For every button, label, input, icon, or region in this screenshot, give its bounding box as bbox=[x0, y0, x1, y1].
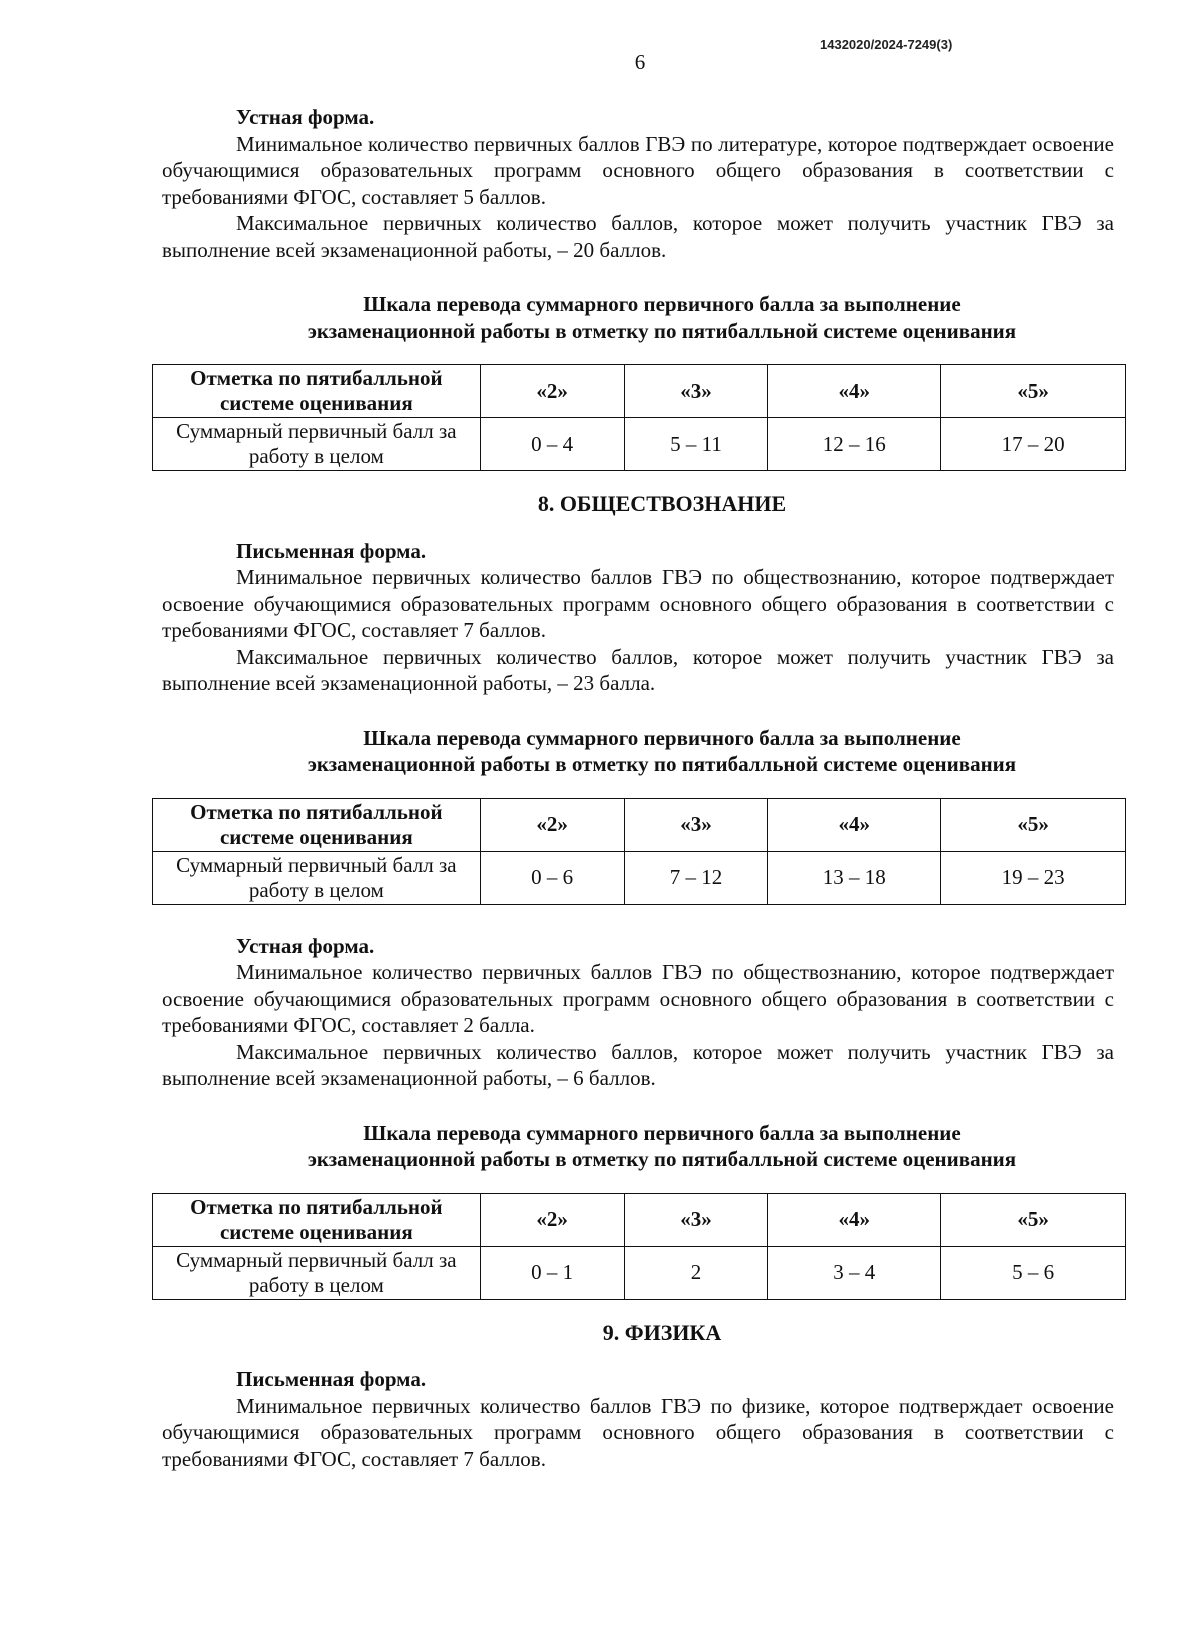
grade-scale-table bbox=[152, 798, 1126, 905]
form-title-written: Письменная форма. bbox=[236, 1367, 427, 1391]
grade-cell: «4» bbox=[768, 1193, 941, 1246]
grade-cell: «5» bbox=[941, 798, 1126, 851]
score-cell: 2 bbox=[624, 1246, 768, 1299]
document-id: 1432020/2024-7249(3) bbox=[820, 37, 953, 52]
grade-cell: «3» bbox=[624, 798, 768, 851]
score-cell: 5 – 6 bbox=[941, 1246, 1126, 1299]
max-score-paragraph: Максимальное первичных количество баллов, которое может получить участник ГВЭ за выполнение всей экзаменационной работы, – 20 баллов. bbox=[162, 211, 1114, 262]
score-row bbox=[153, 1246, 1126, 1299]
grade-cell: «4» bbox=[768, 365, 941, 418]
score-label-cell: Суммарный первичный балл за работу в целом bbox=[153, 418, 481, 471]
score-cell: 7 – 12 bbox=[624, 851, 768, 904]
scale-caption: Шкала перевода суммарного первичного балла за выполнение экзаменационной работы в отметку по пятибалльной системе оценивания bbox=[307, 725, 1017, 776]
score-cell: 0 – 1 bbox=[480, 1246, 624, 1299]
max-score-paragraph: Максимальное первичных количество баллов, которое может получить участник ГВЭ за выполнение всей экзаменационной работы, – 6 баллов. bbox=[162, 1039, 1114, 1090]
score-cell: 0 – 6 bbox=[480, 851, 624, 904]
grade-label-cell: Отметка по пятибалльной системе оценивания bbox=[153, 1193, 481, 1246]
scale-caption: Шкала перевода суммарного первичного балла за выполнение экзаменационной работы в отметку по пятибалльной системе оценивания bbox=[307, 292, 1017, 343]
grade-cell: «3» bbox=[624, 1193, 768, 1246]
grade-cell: «3» bbox=[624, 365, 768, 418]
min-score-paragraph: Минимальное первичных количество баллов ГВЭ по обществознанию, которое подтверждает освоение обучающимися образовательных программ основного общего образования в соответствии с требованиями ФГОС, составляет 7 баллов. bbox=[162, 565, 1114, 642]
grade-row bbox=[153, 798, 1126, 851]
grade-cell: «2» bbox=[480, 1193, 624, 1246]
grade-cell: «4» bbox=[768, 798, 941, 851]
score-row bbox=[153, 851, 1126, 904]
form-title-written: Письменная форма. bbox=[236, 538, 427, 563]
min-score-paragraph: Минимальное количество первичных баллов ГВЭ по литературе, которое подтверждает освоение обучающимися образовательных программ основного общего образования в соответствии с требованиями ФГОС, составляет 5 баллов. bbox=[162, 131, 1114, 209]
score-cell: 13 – 18 bbox=[768, 851, 941, 904]
grade-cell: «2» bbox=[480, 798, 624, 851]
grade-scale-table bbox=[152, 364, 1126, 471]
score-row bbox=[153, 418, 1126, 471]
score-cell: 3 – 4 bbox=[768, 1246, 941, 1299]
page-number: 6 bbox=[634, 50, 646, 74]
section-title-social-studies: 8. ОБЩЕСТВОЗНАНИЕ bbox=[537, 491, 787, 516]
section-title-physics: 9. ФИЗИКА bbox=[602, 1319, 722, 1345]
grade-label-cell: Отметка по пятибалльной системе оценивания bbox=[153, 798, 481, 851]
score-label-cell: Суммарный первичный балл за работу в целом bbox=[153, 851, 481, 904]
grade-scale-table bbox=[152, 1193, 1126, 1300]
document-body bbox=[162, 104, 1114, 1472]
max-score-paragraph: Максимальное первичных количество баллов, которое может получить участник ГВЭ за выполнение всей экзаменационной работы, – 23 балла. bbox=[162, 644, 1114, 695]
score-cell: 5 – 11 bbox=[624, 418, 768, 471]
grade-cell: «5» bbox=[941, 1193, 1126, 1246]
min-score-paragraph: Минимальное первичных количество баллов ГВЭ по физике, которое подтверждает освоение обучающимися образовательных программ основного общего образования в соответствии с требованиями ФГОС, составляет 7 баллов. bbox=[162, 1393, 1114, 1471]
score-cell: 19 – 23 bbox=[941, 851, 1126, 904]
scale-caption: Шкала перевода суммарного первичного балла за выполнение экзаменационной работы в отметку по пятибалльной системе оценивания bbox=[307, 1120, 1017, 1171]
grade-cell: «2» bbox=[480, 365, 624, 418]
score-cell: 12 – 16 bbox=[768, 418, 941, 471]
grade-cell: «5» bbox=[941, 365, 1126, 418]
form-title-oral: Устная форма. bbox=[236, 933, 375, 958]
form-title-oral: Устная форма. bbox=[236, 105, 375, 129]
score-cell: 17 – 20 bbox=[941, 418, 1126, 471]
grade-row bbox=[153, 365, 1126, 418]
score-cell: 0 – 4 bbox=[480, 418, 624, 471]
grade-label-cell: Отметка по пятибалльной системе оценивания bbox=[153, 365, 481, 418]
grade-row bbox=[153, 1193, 1126, 1246]
min-score-paragraph: Минимальное количество первичных баллов ГВЭ по обществознанию, которое подтверждает освоение обучающимися образовательных программ основного общего образования в соответствии с требованиями ФГОС, составляет 2 балла. bbox=[162, 960, 1114, 1037]
score-label-cell: Суммарный первичный балл за работу в целом bbox=[153, 1246, 481, 1299]
